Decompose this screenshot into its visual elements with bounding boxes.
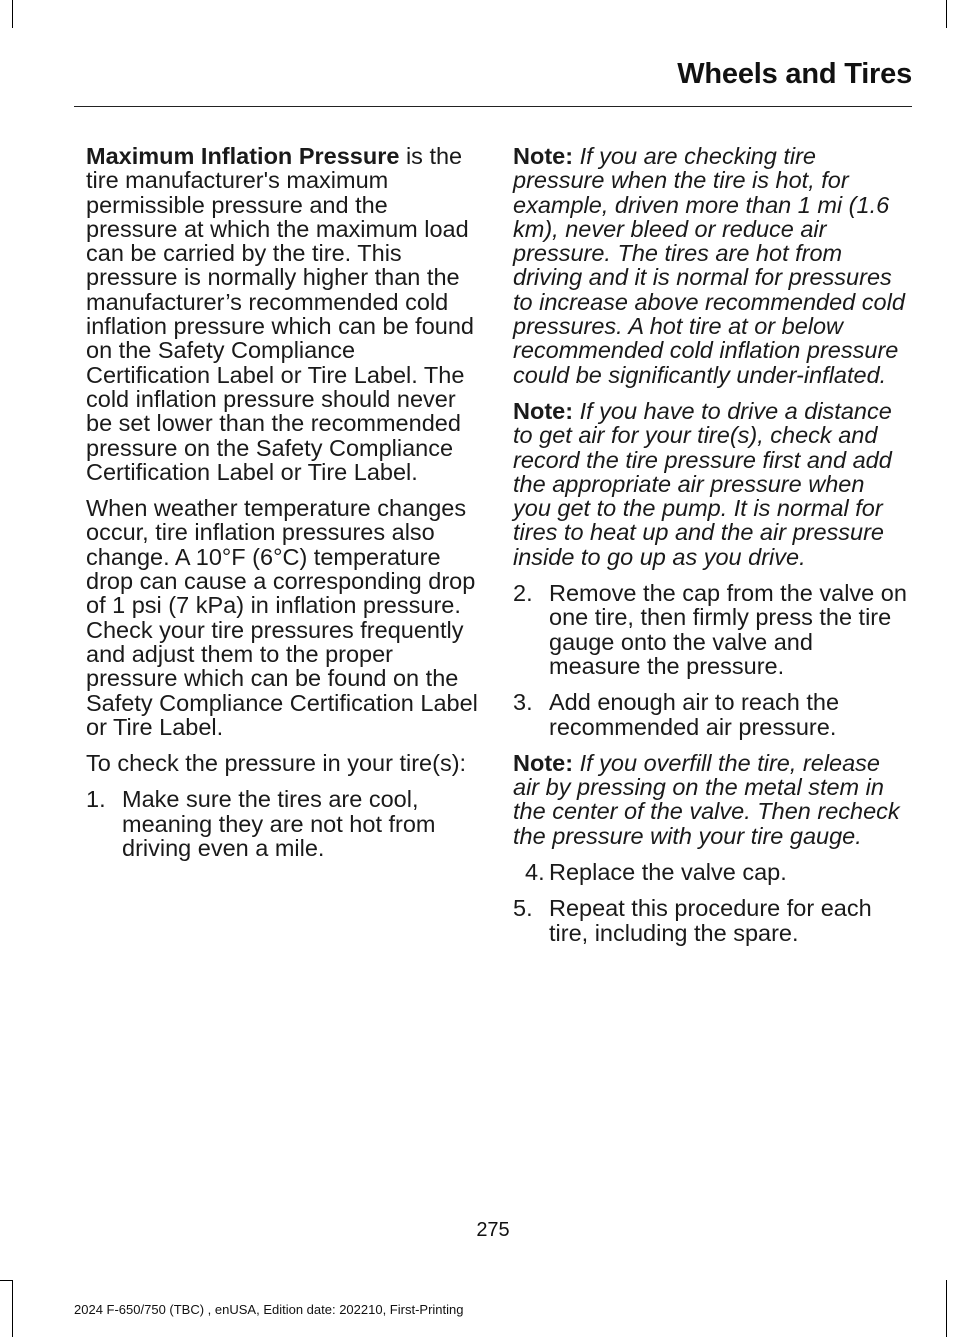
- step-4: [513, 860, 908, 884]
- max-inflation-text: is the tire manufacturer's maximum permissible pressure and the pressure at which the maximum load can be carried by the tire. This pressure is normally higher than the manufacturer’s recommended cold inflation pressure which can be found on the Safety Compliance Certification Label or Tire Label. The cold inflation pressure should never be set lower than the recommended pressure on the Safety Compliance Certification Label or Tire Label.: [86, 143, 474, 485]
- step-number: 1.: [86, 786, 106, 813]
- max-inflation-term: Maximum Inflation Pressure: [86, 143, 400, 169]
- crop-mark-top-left: [12, 0, 13, 28]
- step-number: 3.: [513, 689, 533, 716]
- step-5: [513, 896, 908, 945]
- crop-mark-top-right: [946, 0, 947, 28]
- step-text: Make sure the tires are cool, meaning they are not hot from driving even a mile.: [122, 786, 436, 862]
- header-divider: [74, 106, 912, 107]
- note-label: Note:: [513, 397, 574, 424]
- step-number: 2.: [513, 580, 533, 607]
- step-text: Repeat this procedure for each tire, including the spare.: [549, 895, 872, 946]
- check-pressure-intro: To check the pressure in your tire(s):: [86, 750, 467, 777]
- step-2: [513, 581, 908, 678]
- edition-footer: 2024 F-650/750 (TBC) , enUSA, Edition date: 202210, First-Printing: [74, 1302, 464, 1317]
- note-hot-tire: [513, 144, 908, 387]
- note-overfill: [513, 751, 908, 848]
- step-text: Remove the cap from the valve on one tire, then firmly press the tire gauge onto the valve and measure the pressure.: [549, 580, 907, 679]
- step-3: [513, 690, 908, 739]
- note-label: Note:: [513, 749, 574, 776]
- note-text: If you have to drive a distance to get air for your tire(s), check and record the tire pressure first and add the appropriate air pressure when you get to the pump. It is normal for tires to heat up and the air pressure inside to go up as you drive.: [513, 397, 892, 570]
- max-inflation-paragraph: [86, 144, 478, 484]
- crop-mark-bottom-right: [946, 1280, 947, 1337]
- page-title: Wheels and Tires: [677, 58, 912, 90]
- step-number: 4.: [525, 859, 545, 886]
- note-text: If you overfill the tire, release air by pressing on the metal stem in the center of the valve. Then recheck the pressure with your tire gauge.: [513, 749, 900, 849]
- page-number: 275: [476, 1219, 510, 1241]
- step-1: [86, 787, 478, 860]
- note-text: If you are checking tire pressure when the tire is hot, for example, driven more than 1 mi (1.6 km), never bleed or reduce air pressure. The tires are hot from driving and it is normal for pressures to increase above recommended cold pressures. A hot tire at or below recommended cold inflation pressure could be significantly under-inflated.: [513, 143, 905, 388]
- crop-mark-bottom-left: [12, 1280, 13, 1337]
- note-drive-distance: [513, 399, 908, 569]
- right-column: [513, 144, 908, 957]
- note-label: Note:: [513, 143, 574, 169]
- temperature-paragraph: When weather temperature changes occur, tire inflation pressures also change. A 10°F (6°C) temperature drop can cause a corresponding drop of 1 psi (7 kPa) in inflation pressure. Check your tire pressures frequently and adjust them to the proper pressure which can be found on the Safety Compliance Certification Label or Tire Label.: [86, 495, 478, 740]
- left-column: [86, 144, 478, 872]
- crop-mark-bottom-left-h: [0, 1280, 12, 1281]
- step-number: 5.: [513, 895, 533, 922]
- step-text: Replace the valve cap.: [549, 859, 787, 886]
- step-text: Add enough air to reach the recommended air pressure.: [549, 689, 840, 740]
